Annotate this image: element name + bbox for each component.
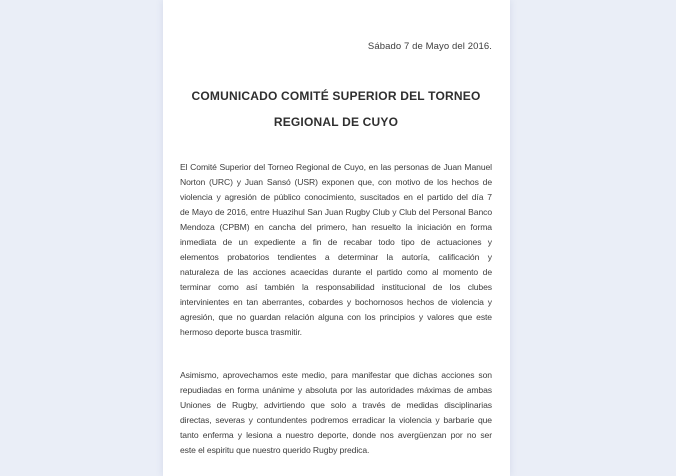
text-line: El Comité Superior del Torneo Regional de Cuyo, en las personas de Juan Manuel [180, 162, 492, 172]
document-title-line-1: COMUNICADO COMITÉ SUPERIOR DEL TORNEO [191, 89, 481, 103]
document-title [180, 83, 492, 135]
text-line: Uniones de Rugby, advirtiendo que solo a través de medidas disciplinarias [180, 400, 492, 410]
text-line: tanto enferma y lesiona a nuestro deporte, donde nos avergüenzan por no ser [180, 430, 492, 440]
paragraph-1 [180, 160, 492, 340]
text-line: intervinientes en tan aberrantes, cobardes y bochornosos hechos de violencia y [180, 297, 492, 307]
text-line: violencia y agresión de público conocimiento, suscitados en el partido del día 7 [180, 192, 492, 202]
text-line: de Mayo de 2016, entre Huazihul San Juan Rugby Club y Club del Personal Banco [180, 207, 492, 217]
paragraph-2 [180, 368, 492, 458]
text-line: Mendoza (CPBM) en cancha del primero, han resuelto la iniciación en forma [180, 222, 492, 232]
text-line: Norton (URC) y Juan Sansó (USR) exponen que, con motivo de los hechos de [180, 177, 492, 187]
document-date: Sábado 7 de Mayo del 2016. [367, 41, 492, 52]
text-line: naturaleza de las acciones acaecidas durante el partido como al momento de [180, 267, 492, 277]
text-line: directas, severas y contundentes podremos erradicar la violencia y barbarie que [180, 415, 492, 425]
text-line: terminar como así también la responsabilidad institucional de los clubes [180, 282, 492, 292]
document-content [163, 0, 510, 458]
text-line: este el espiritu que nuestro querido Rugby predica. [180, 445, 370, 455]
document-page [163, 0, 510, 476]
text-line: agresión, que no guardan relación alguna con los principios y valores que este [180, 312, 492, 322]
document-title-line-2: REGIONAL DE CUYO [273, 115, 399, 129]
text-line: repudiadas en forma unánime y absoluta por las autoridades máximas de ambas [180, 385, 492, 395]
text-line: elementos probatorios tendientes a determinar la autoría, calificación y [180, 252, 492, 262]
text-line: Asimismo, aprovechamos este medio, para manifestar que dichas acciones son [180, 370, 492, 380]
text-line: hermoso deporte busca trasmitir. [180, 327, 302, 337]
text-line: inmediata de un expediente a fin de recabar todo tipo de actuaciones y [180, 237, 492, 247]
